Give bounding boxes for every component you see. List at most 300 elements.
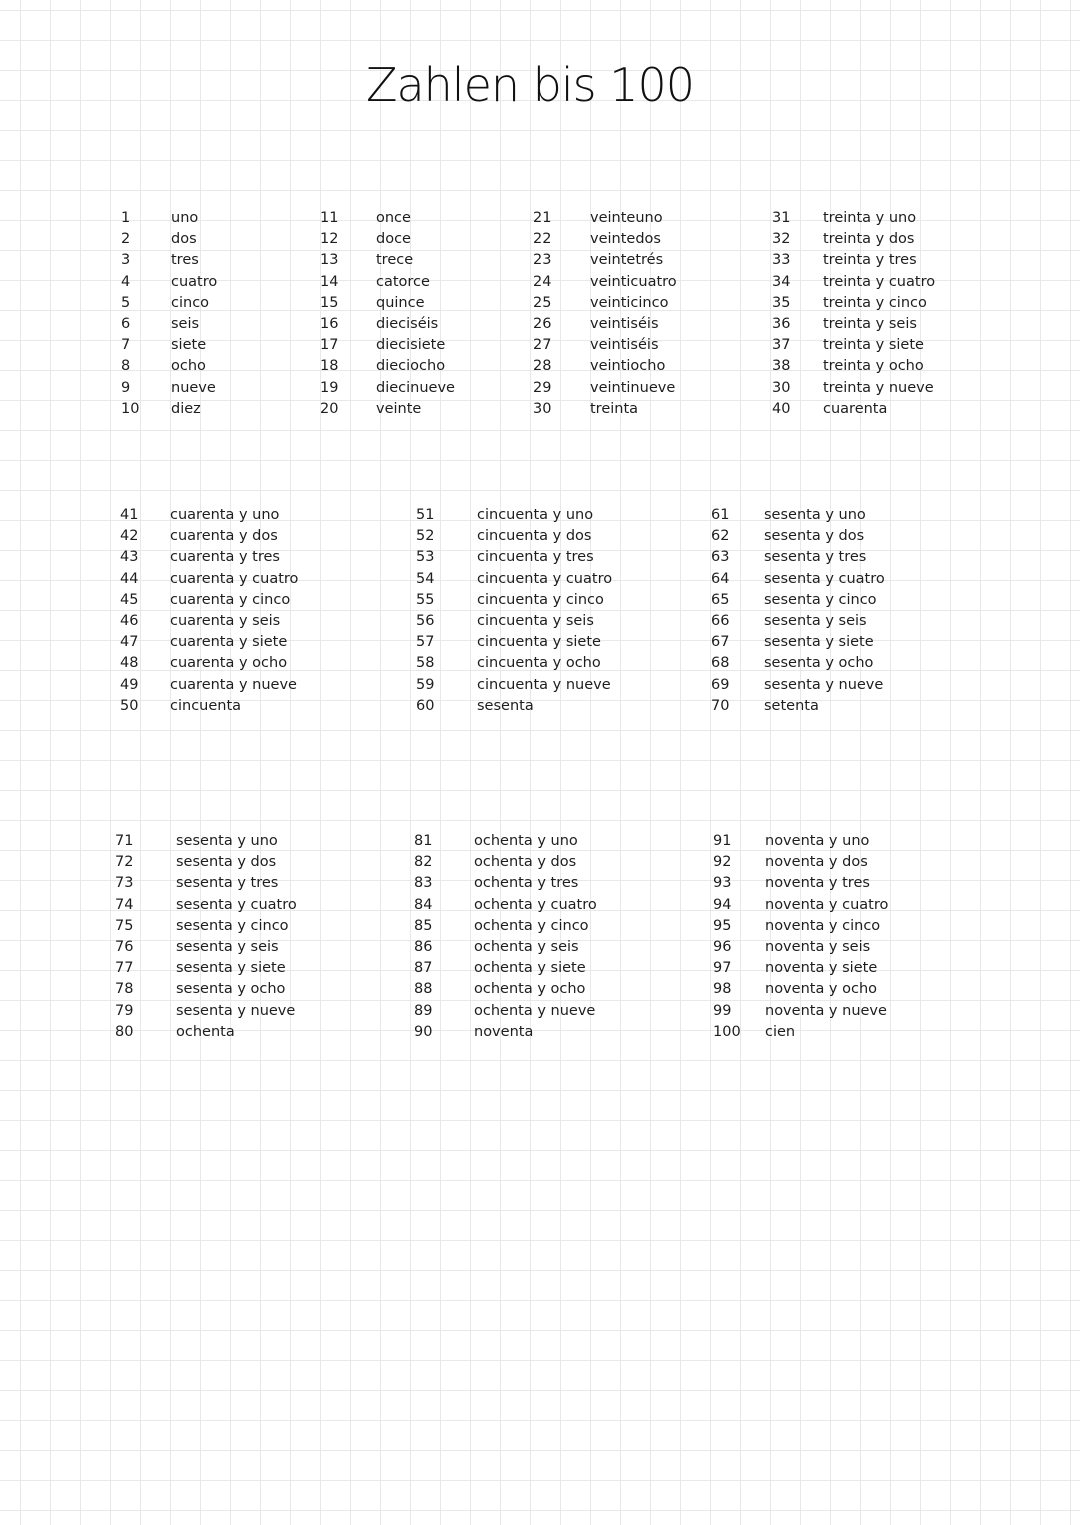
- number-row: [416, 611, 667, 632]
- number-row: [120, 505, 360, 526]
- number-word: cuarenta y cinco: [170, 591, 291, 608]
- number-digit: 30: [772, 379, 791, 396]
- number-digit: 90: [414, 1023, 433, 1040]
- number-row: [120, 569, 360, 590]
- number-row: [416, 526, 667, 547]
- number-digit: 97: [713, 960, 732, 977]
- number-digit: 58: [416, 655, 435, 672]
- number-column: [772, 208, 1013, 420]
- number-digit: 26: [533, 315, 552, 332]
- number-row: [713, 1022, 955, 1043]
- number-word: cuarenta y uno: [170, 507, 280, 523]
- number-word: sesenta: [477, 697, 534, 714]
- number-row: [711, 611, 954, 632]
- number-digit: 50: [120, 697, 139, 714]
- number-word: noventa y dos: [765, 854, 868, 871]
- number-row: [320, 293, 566, 314]
- number-word: dieciocho: [376, 358, 446, 375]
- number-row: [533, 378, 780, 399]
- number-word: quince: [376, 294, 425, 311]
- number-digit: 35: [772, 294, 791, 311]
- number-word: sesenta y cinco: [176, 917, 289, 934]
- number-word: setenta: [764, 697, 819, 714]
- number-word: cuarenta y tres: [170, 549, 280, 566]
- number-row: [414, 979, 664, 1000]
- number-digit: 34: [772, 273, 791, 290]
- number-word: catorce: [376, 273, 430, 290]
- number-digit: 37: [772, 337, 791, 354]
- number-word: tres: [171, 252, 199, 269]
- number-word: uno: [171, 210, 199, 226]
- number-word: doce: [376, 231, 411, 248]
- number-row: [120, 675, 360, 696]
- number-digit: 45: [120, 591, 139, 608]
- number-digit: 99: [713, 1002, 732, 1019]
- number-digit: 79: [115, 1002, 134, 1019]
- number-column: [416, 505, 667, 717]
- number-word: veintiséis: [590, 315, 659, 332]
- number-digit: 19: [320, 379, 339, 396]
- number-digit: 72: [115, 854, 134, 871]
- number-word: ocho: [171, 358, 206, 375]
- number-row: [416, 569, 667, 590]
- number-digit: 8: [121, 358, 131, 375]
- number-row: [713, 958, 955, 979]
- number-digit: 32: [772, 231, 791, 248]
- number-row: [711, 632, 954, 653]
- number-row: [772, 250, 1013, 271]
- number-word: cincuenta y dos: [477, 528, 592, 545]
- number-digit: 12: [320, 231, 339, 248]
- number-digit: 28: [533, 358, 552, 375]
- number-row: [115, 852, 366, 873]
- number-word: cincuenta y tres: [477, 549, 594, 566]
- number-word: cuarenta y nueve: [170, 676, 297, 693]
- number-row: [414, 1022, 664, 1043]
- number-word: dos: [171, 231, 197, 248]
- number-digit: 86: [414, 938, 433, 955]
- number-digit: 22: [533, 231, 552, 248]
- number-row: [416, 505, 667, 526]
- number-row: [711, 590, 954, 611]
- number-word: veinte: [376, 400, 422, 417]
- number-digit: 31: [772, 210, 791, 226]
- number-word: veinticuatro: [590, 273, 677, 290]
- number-digit: 1: [121, 210, 131, 226]
- number-word: cincuenta y seis: [477, 612, 594, 629]
- number-row: [711, 547, 954, 568]
- number-digit: 53: [416, 549, 435, 566]
- number-word: cuarenta y cuatro: [170, 570, 299, 587]
- number-word: cincuenta y nueve: [477, 676, 611, 693]
- number-digit: 81: [414, 833, 433, 849]
- number-row: [711, 653, 954, 674]
- number-digit: 33: [772, 252, 791, 269]
- number-digit: 3: [121, 252, 131, 269]
- number-word: sesenta y siete: [764, 634, 874, 651]
- number-digit: 15: [320, 294, 339, 311]
- number-word: ochenta y cinco: [474, 917, 589, 934]
- number-word: ochenta y cuatro: [474, 896, 597, 913]
- number-row: [414, 895, 664, 916]
- number-row: [416, 632, 667, 653]
- number-digit: 55: [416, 591, 435, 608]
- number-word: cincuenta y uno: [477, 507, 594, 523]
- number-digit: 100: [713, 1023, 741, 1040]
- number-word: seis: [171, 315, 200, 332]
- number-digit: 57: [416, 634, 435, 651]
- number-row: [320, 399, 566, 420]
- number-row: [533, 399, 780, 420]
- number-word: veinteuno: [590, 210, 663, 226]
- number-word: diecinueve: [376, 379, 455, 396]
- number-digit: 54: [416, 570, 435, 587]
- number-row: [414, 852, 664, 873]
- number-word: ochenta y tres: [474, 875, 579, 892]
- number-digit: 70: [711, 697, 730, 714]
- number-digit: 67: [711, 634, 730, 651]
- number-row: [772, 314, 1013, 335]
- number-digit: 56: [416, 612, 435, 629]
- number-digit: 60: [416, 697, 435, 714]
- number-digit: 59: [416, 676, 435, 693]
- number-digit: 74: [115, 896, 134, 913]
- number-digit: 18: [320, 358, 339, 375]
- number-digit: 64: [711, 570, 730, 587]
- number-word: sesenta y cinco: [764, 591, 877, 608]
- number-row: [713, 852, 955, 873]
- number-digit: 20: [320, 400, 339, 417]
- number-row: [115, 1022, 366, 1043]
- number-row: [414, 831, 664, 852]
- number-row: [772, 293, 1013, 314]
- number-row: [120, 653, 360, 674]
- number-word: sesenta y cuatro: [176, 896, 297, 913]
- number-digit: 6: [121, 315, 131, 332]
- number-row: [115, 979, 366, 1000]
- number-word: noventa y ocho: [765, 981, 878, 998]
- number-word: sesenta y ocho: [764, 655, 874, 672]
- number-row: [713, 873, 955, 894]
- number-column: [713, 831, 955, 1043]
- number-row: [416, 675, 667, 696]
- number-word: ochenta y dos: [474, 854, 577, 871]
- number-row: [414, 1001, 664, 1022]
- number-digit: 71: [115, 833, 134, 849]
- number-digit: 41: [120, 507, 139, 523]
- number-row: [533, 229, 780, 250]
- number-word: treinta y dos: [823, 231, 915, 248]
- number-row: [120, 547, 360, 568]
- number-word: cuatro: [171, 273, 218, 290]
- number-row: [711, 505, 954, 526]
- number-row: [711, 696, 954, 717]
- page-title: Zahlen bis 100: [365, 58, 695, 112]
- number-word: sesenta y siete: [176, 960, 286, 977]
- number-row: [320, 250, 566, 271]
- number-word: ochenta y siete: [474, 960, 586, 977]
- number-word: veintedos: [590, 231, 661, 248]
- number-word: treinta y siete: [823, 337, 924, 354]
- number-word: veintiocho: [590, 358, 666, 375]
- number-row: [414, 958, 664, 979]
- number-digit: 62: [711, 528, 730, 545]
- number-digit: 27: [533, 337, 552, 354]
- number-word: cien: [765, 1023, 796, 1040]
- number-word: sesenta y uno: [176, 833, 278, 849]
- number-row: [320, 314, 566, 335]
- number-row: [320, 356, 566, 377]
- number-digit: 96: [713, 938, 732, 955]
- number-row: [713, 895, 955, 916]
- number-row: [120, 632, 360, 653]
- number-digit: 61: [711, 507, 730, 523]
- number-digit: 13: [320, 252, 339, 269]
- number-digit: 73: [115, 875, 134, 892]
- number-column: [414, 831, 664, 1043]
- number-row: [115, 1001, 366, 1022]
- number-word: treinta y uno: [823, 210, 917, 226]
- number-row: [115, 895, 366, 916]
- number-digit: 76: [115, 938, 134, 955]
- number-word: ochenta: [176, 1023, 235, 1040]
- number-digit: 82: [414, 854, 433, 871]
- number-row: [713, 937, 955, 958]
- number-word: cuarenta y dos: [170, 528, 278, 545]
- number-row: [115, 958, 366, 979]
- number-word: treinta y cinco: [823, 294, 927, 311]
- number-word: ochenta y uno: [474, 833, 578, 849]
- number-word: cincuenta y siete: [477, 634, 601, 651]
- number-word: noventa y cinco: [765, 917, 881, 934]
- number-digit: 75: [115, 917, 134, 934]
- number-digit: 85: [414, 917, 433, 934]
- number-word: veintinueve: [590, 379, 676, 396]
- number-digit: 21: [533, 210, 552, 226]
- number-digit: 5: [121, 294, 131, 311]
- number-row: [320, 229, 566, 250]
- number-column: [711, 505, 954, 717]
- number-row: [713, 979, 955, 1000]
- number-word: cincuenta y ocho: [477, 655, 601, 672]
- number-word: dieciséis: [376, 315, 439, 332]
- number-word: sesenta y dos: [176, 854, 277, 871]
- number-row: [320, 378, 566, 399]
- number-word: treinta y ocho: [823, 358, 924, 375]
- number-word: veintiséis: [590, 337, 659, 354]
- number-word: once: [376, 210, 411, 226]
- number-word: noventa y siete: [765, 960, 878, 977]
- number-word: treinta y seis: [823, 315, 917, 332]
- number-digit: 48: [120, 655, 139, 672]
- number-word: nueve: [171, 379, 216, 396]
- number-row: [115, 937, 366, 958]
- number-word: cincuenta: [170, 697, 242, 714]
- number-word: sesenta y nueve: [176, 1002, 296, 1019]
- number-row: [533, 314, 780, 335]
- number-digit: 84: [414, 896, 433, 913]
- number-column: [115, 831, 366, 1043]
- number-word: treinta y tres: [823, 252, 917, 269]
- number-row: [416, 547, 667, 568]
- number-row: [772, 378, 1013, 399]
- number-digit: 80: [115, 1023, 134, 1040]
- number-column: [320, 208, 566, 420]
- number-word: noventa: [474, 1023, 534, 1040]
- number-row: [713, 1001, 955, 1022]
- number-word: cuarenta: [823, 400, 888, 417]
- number-word: noventa y tres: [765, 875, 870, 892]
- number-digit: 65: [711, 591, 730, 608]
- number-digit: 77: [115, 960, 134, 977]
- number-row: [533, 335, 780, 356]
- number-word: treinta: [590, 400, 639, 417]
- number-word: treinta y nueve: [823, 379, 934, 396]
- number-digit: 43: [120, 549, 139, 566]
- number-digit: 30: [533, 400, 552, 417]
- number-row: [115, 831, 366, 852]
- number-row: [414, 937, 664, 958]
- number-digit: 2: [121, 231, 131, 248]
- number-word: cincuenta y cinco: [477, 591, 604, 608]
- number-column: [120, 505, 360, 717]
- number-word: ochenta y nueve: [474, 1002, 596, 1019]
- number-word: noventa y cuatro: [765, 896, 889, 913]
- number-digit: 93: [713, 875, 732, 892]
- number-word: treinta y cuatro: [823, 273, 936, 290]
- number-word: veinticinco: [590, 294, 669, 311]
- number-digit: 9: [121, 379, 131, 396]
- number-row: [711, 675, 954, 696]
- number-digit: 25: [533, 294, 552, 311]
- number-digit: 29: [533, 379, 552, 396]
- number-row: [711, 526, 954, 547]
- number-word: sesenta y nueve: [764, 676, 884, 693]
- number-row: [320, 208, 566, 229]
- number-digit: 14: [320, 273, 339, 290]
- number-row: [772, 229, 1013, 250]
- number-row: [414, 873, 664, 894]
- number-digit: 40: [772, 400, 791, 417]
- number-row: [120, 590, 360, 611]
- number-digit: 63: [711, 549, 730, 566]
- number-digit: 92: [713, 854, 732, 871]
- number-row: [414, 916, 664, 937]
- number-digit: 16: [320, 315, 339, 332]
- number-row: [416, 590, 667, 611]
- number-word: sesenta y uno: [764, 507, 866, 523]
- number-row: [713, 831, 955, 852]
- number-digit: 83: [414, 875, 433, 892]
- number-word: sesenta y seis: [764, 612, 867, 629]
- number-row: [533, 272, 780, 293]
- number-row: [320, 335, 566, 356]
- number-word: sesenta y tres: [764, 549, 867, 566]
- number-digit: 38: [772, 358, 791, 375]
- number-digit: 47: [120, 634, 139, 651]
- number-digit: 42: [120, 528, 139, 545]
- number-row: [120, 526, 360, 547]
- number-digit: 68: [711, 655, 730, 672]
- number-digit: 46: [120, 612, 139, 629]
- number-word: diecisiete: [376, 337, 446, 354]
- number-word: sesenta y dos: [764, 528, 865, 545]
- number-word: siete: [171, 337, 207, 354]
- number-digit: 4: [121, 273, 131, 290]
- number-digit: 44: [120, 570, 139, 587]
- number-row: [533, 356, 780, 377]
- number-word: noventa y nueve: [765, 1002, 887, 1019]
- number-digit: 89: [414, 1002, 433, 1019]
- number-word: veintetrés: [590, 252, 664, 269]
- number-row: [416, 653, 667, 674]
- number-row: [772, 335, 1013, 356]
- number-word: cincuenta y cuatro: [477, 570, 613, 587]
- number-digit: 52: [416, 528, 435, 545]
- number-digit: 98: [713, 981, 732, 998]
- number-digit: 11: [320, 210, 339, 226]
- number-digit: 10: [121, 400, 140, 417]
- number-digit: 7: [121, 337, 131, 354]
- number-row: [533, 250, 780, 271]
- number-digit: 24: [533, 273, 552, 290]
- number-word: ochenta y ocho: [474, 981, 586, 998]
- number-digit: 36: [772, 315, 791, 332]
- number-row: [711, 569, 954, 590]
- number-row: [115, 916, 366, 937]
- number-row: [772, 356, 1013, 377]
- number-row: [772, 399, 1013, 420]
- number-digit: 66: [711, 612, 730, 629]
- number-word: ochenta y seis: [474, 938, 579, 955]
- number-word: cuarenta y ocho: [170, 655, 288, 672]
- number-digit: 78: [115, 981, 134, 998]
- number-row: [772, 272, 1013, 293]
- number-row: [772, 208, 1013, 229]
- number-row: [320, 272, 566, 293]
- number-digit: 17: [320, 337, 339, 354]
- number-row: [120, 611, 360, 632]
- number-word: sesenta y tres: [176, 875, 279, 892]
- number-row: [533, 293, 780, 314]
- number-digit: 23: [533, 252, 552, 269]
- number-word: cinco: [171, 294, 210, 311]
- number-row: [533, 208, 780, 229]
- number-digit: 95: [713, 917, 732, 934]
- number-digit: 88: [414, 981, 433, 998]
- number-word: cuarenta y seis: [170, 612, 281, 629]
- number-word: sesenta y cuatro: [764, 570, 885, 587]
- number-digit: 94: [713, 896, 732, 913]
- number-row: [416, 696, 667, 717]
- number-word: diez: [171, 400, 201, 417]
- number-digit: 91: [713, 833, 732, 849]
- number-word: sesenta y ocho: [176, 981, 286, 998]
- number-column: [533, 208, 780, 420]
- number-word: cuarenta y siete: [170, 634, 288, 651]
- number-digit: 69: [711, 676, 730, 693]
- number-word: noventa y uno: [765, 833, 870, 849]
- number-row: [115, 873, 366, 894]
- number-digit: 51: [416, 507, 435, 523]
- number-row: [713, 916, 955, 937]
- number-word: trece: [376, 252, 414, 269]
- number-row: [120, 696, 360, 717]
- number-digit: 49: [120, 676, 139, 693]
- number-digit: 87: [414, 960, 433, 977]
- number-word: sesenta y seis: [176, 938, 279, 955]
- number-word: noventa y seis: [765, 938, 871, 955]
